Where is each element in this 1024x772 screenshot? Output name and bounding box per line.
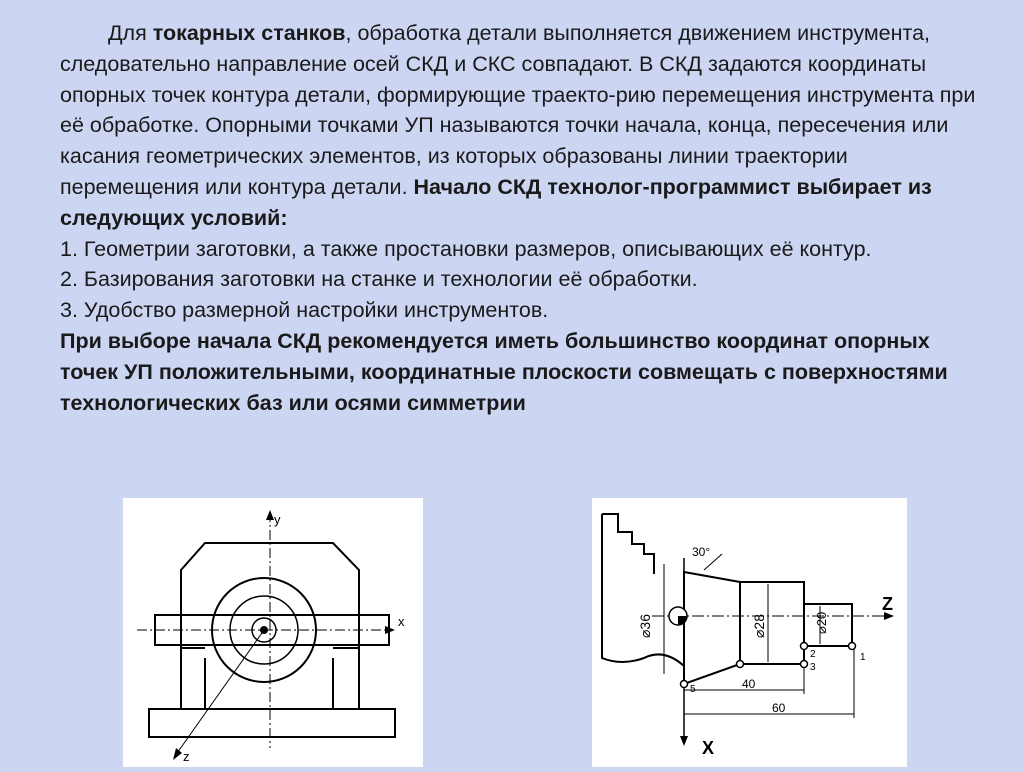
point-5-label: 5 [690, 684, 696, 695]
axis-x-label: X [702, 738, 715, 758]
point-3-label: 3 [810, 662, 816, 673]
intro-plain: Для [108, 21, 153, 45]
recommendation [60, 326, 990, 418]
conditions-heading: Начало СКД технолог-программист выбирает из следующих условий [60, 174, 932, 230]
slide-text [60, 18, 990, 418]
bearing-housing-figure [123, 498, 423, 767]
body-plain: , обработка детали выполняется движением инструмента, следовательно направление осей СКД и СКС совпадают. В СКД задаются координаты опорных точек контура детали, формирующие траекто-рию перемещения инструмента при её обработке. Опорными точками УП называются точки начала, конца, пересечения или касания геометрических элементов, из которых образованы линии траектории перемещения или контура детали. [60, 21, 976, 199]
turned-part-drawing [592, 498, 907, 767]
axis-y-label: y [274, 512, 281, 527]
point-2-label: 2 [810, 649, 816, 660]
dia-20-label: ⌀20 [814, 611, 829, 634]
bearing-housing-drawing [123, 498, 423, 767]
conditions-colon: : [280, 205, 288, 230]
recommendation-text: При выборе начала СКД рекомендуется иметь большинство координат опорных точек УП положительными, координатные плоскости совмещать с поверхностями технологических баз или осями симметрии [60, 328, 948, 415]
intro-paragraph [60, 18, 990, 234]
axis-x-label: x [398, 614, 405, 629]
axis-z-label: Z [882, 594, 893, 614]
condition-item: 3. Удобство размерной настройки инструментов. [60, 298, 549, 323]
condition-item: 1. Геометрии заготовки, а также простановки размеров, описывающих её контур. [60, 236, 872, 261]
turned-part-figure [592, 498, 907, 767]
dia-36-label: ⌀36 [637, 613, 653, 638]
dim-60-label: 60 [772, 701, 786, 715]
axis-z-label: z [183, 749, 190, 764]
dia-28-label: ⌀28 [751, 613, 767, 638]
point-1-label: 1 [860, 652, 866, 663]
condition-item: 2. Базирования заготовки на станке и технологии её обработки. [60, 267, 698, 292]
angle-label: 30° [692, 545, 711, 559]
dim-40-label: 40 [742, 677, 756, 691]
intro-bold: токарных станков [152, 21, 346, 45]
